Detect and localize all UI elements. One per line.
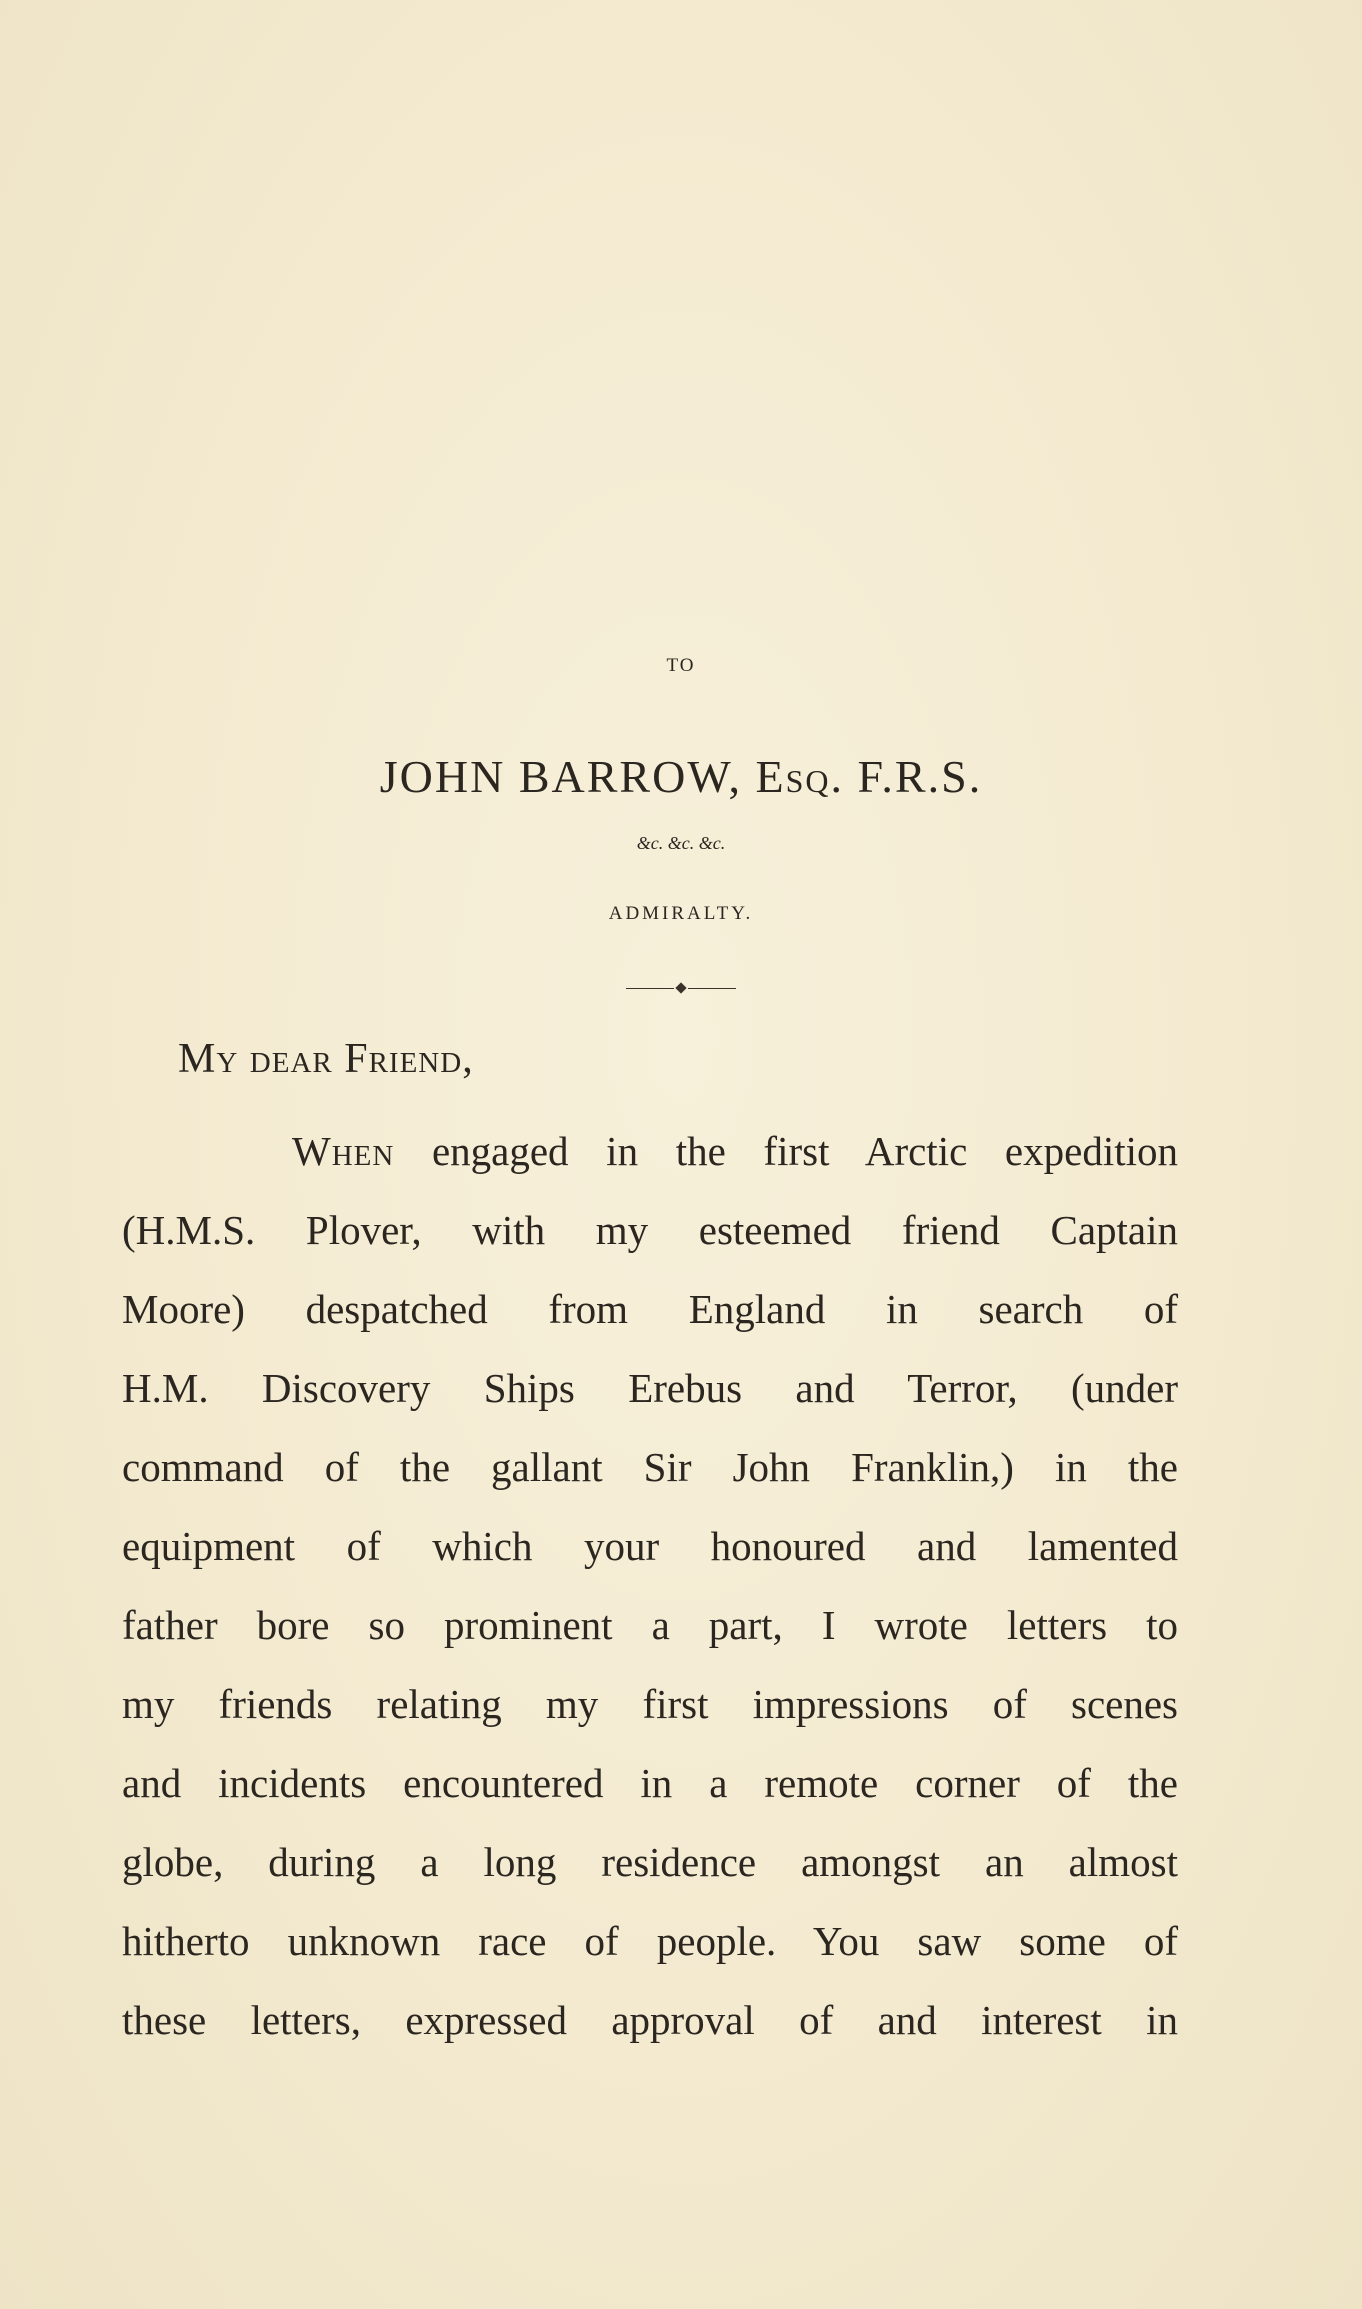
letter-body <box>122 1112 1178 2060</box>
divider-rule-right <box>688 988 736 989</box>
letter-line-first <box>122 1112 1178 1191</box>
lead-word: When <box>292 1128 395 1174</box>
dedication-to: TO <box>666 655 696 676</box>
recipient-line <box>0 750 1362 803</box>
ornamental-divider <box>0 978 1362 998</box>
letter-salutation: My dear Friend, <box>178 1036 474 1082</box>
letter-line: hitherto unknown race of people. You saw some of <box>122 1918 1178 1964</box>
letter-line: these letters, expressed approval of and interest in <box>122 1997 1178 2043</box>
letter-line: father bore so prominent a part, I wrote letters to <box>122 1602 1178 1648</box>
dedication-etc: &c. &c. &c. <box>636 833 726 853</box>
letter-line: command of the gallant Sir John Franklin,) in the <box>122 1444 1178 1490</box>
divider-rule-left <box>626 988 674 989</box>
letter-line: globe, during a long residence amongst an almost <box>122 1839 1178 1885</box>
letter-line: and incidents encountered in a remote corner of the <box>122 1760 1178 1806</box>
dedication-office: ADMIRALTY. <box>608 903 754 924</box>
letter-line: equipment of which your honoured and lamented <box>122 1523 1178 1569</box>
first-line-rest: engaged in the first Arctic expedition <box>394 1128 1178 1174</box>
recipient-suffix: Esq. F.R.S. <box>755 751 983 802</box>
letter-line: H.M. Discovery Ships Erebus and Terror, (under <box>122 1365 1178 1411</box>
letter-line: Moore) despatched from England in search of <box>122 1286 1178 1332</box>
letter-line: my friends relating my first impressions of scenes <box>122 1681 1178 1727</box>
diamond-ornament-icon <box>675 982 686 993</box>
recipient-name: JOHN BARROW, <box>379 751 743 802</box>
letter-line: (H.M.S. Plover, with my esteemed friend Captain <box>122 1207 1178 1253</box>
